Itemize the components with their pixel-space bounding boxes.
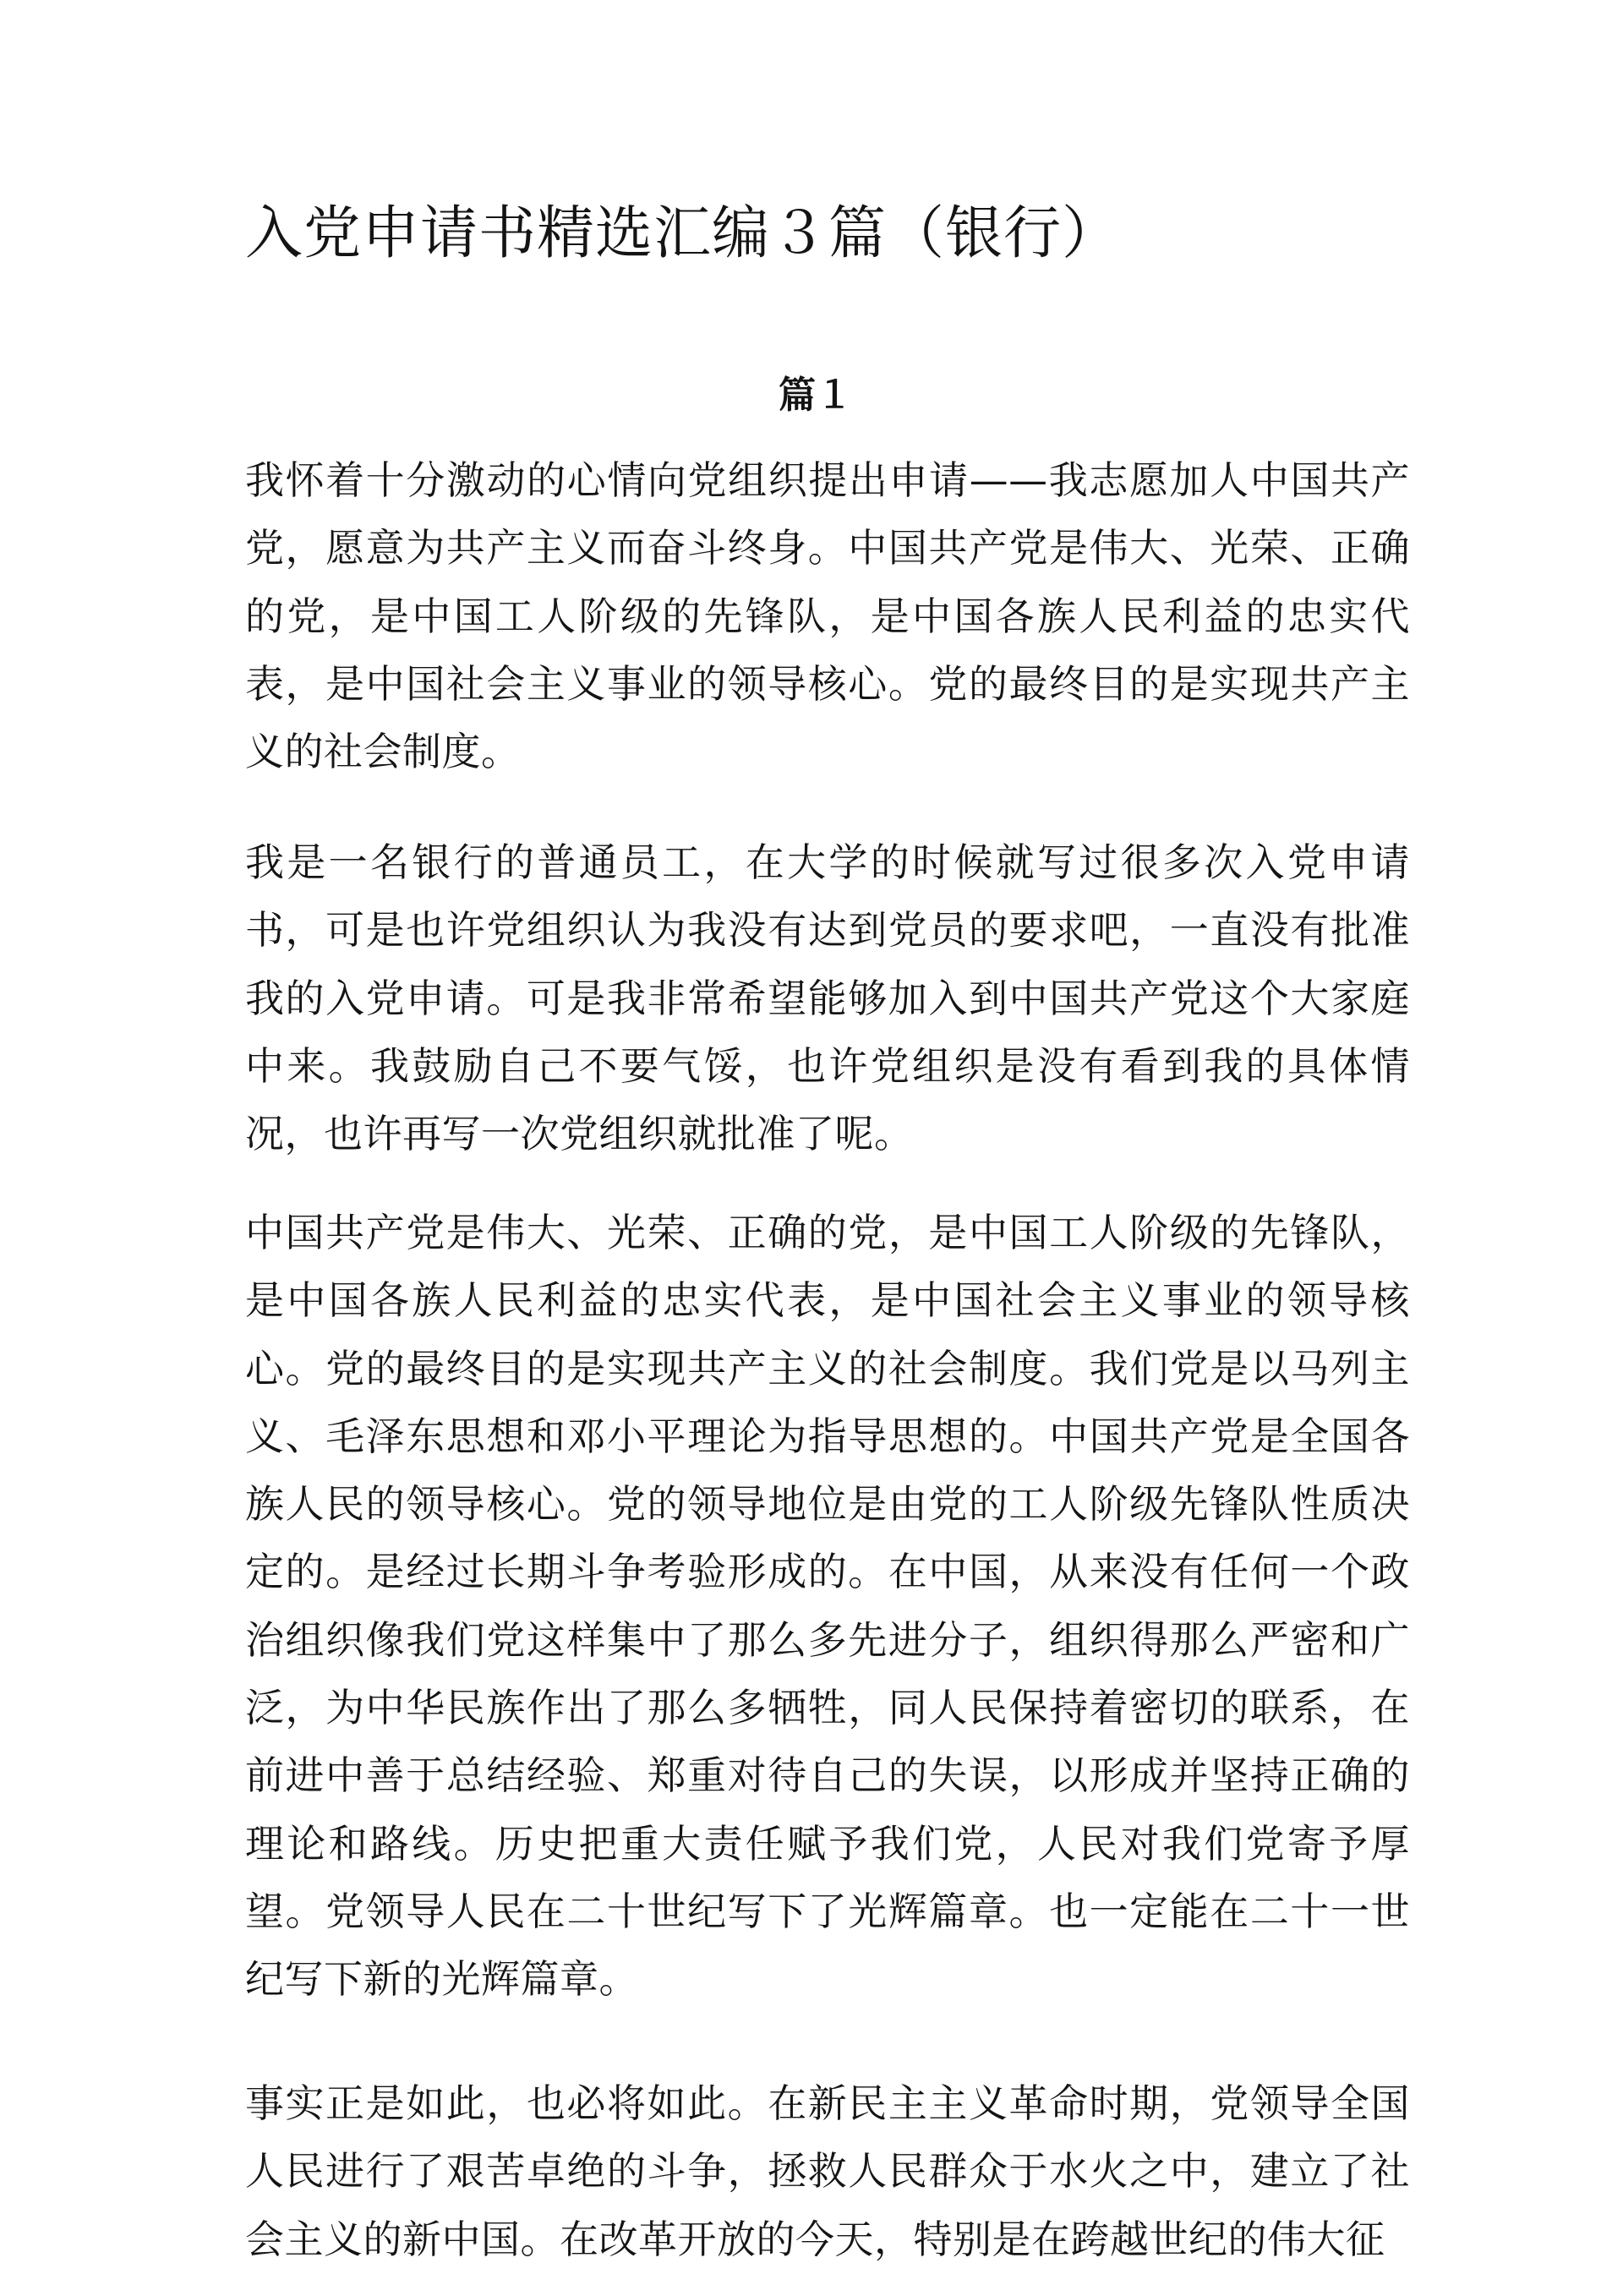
document-title: 入党申请书精选汇编３篇（银行） xyxy=(245,200,1121,267)
paragraph-3: 中国共产党是伟大、光荣、正确的党，是中国工人阶级的先锋队，是中国各族人民利益的忠实代表，是中国社会主义事业的领导核心。党的最终目的是实现共产主义的社会制度。我们党是以马列主义、毛泽东思想和邓小平理论为指导思想的。中国共产党是全国各族人民的领导核心。党的领导地位是由党的工人阶级先锋队性质决定的。是经过长期斗争考验形成的。在中国，从来没有任何一个政治组织像我们党这样集中了那么多先进分子，组织得那么严密和广泛，为中华民族作出了那么多牺牲，同人民保持着密切的联系，在前进中善于总结经验、郑重对待自己的失误，以形成并坚持正确的理论和路线。历史把重大责任赋予我们党，人民对我们党寄予厚望。党领导人民在二十世纪写下了光辉篇章。也一定能在二十一世纪写下新的光辉篇章。 xyxy=(245,1210,1410,2003)
paragraph-2: 我是一名银行的普通员工，在大学的时候就写过很多次入党申请书，可是也许党组织认为我没有达到党员的要求吧，一直没有批准我的入党申请。可是我非常希望能够加入到中国共产党这个大家庭中来。我鼓励自己不要气馁，也许党组织是没有看到我的具体情况，也许再写一次党组织就批准了呢。 xyxy=(245,839,1410,1157)
paragraph-4: 事实正是如此，也必将如此。在新民主主义革命时期，党领导全国人民进行了艰苦卓绝的斗争，拯救人民群众于水火之中，建立了社会主义的新中国。在改革开放的今天，特别是在跨越世纪的伟大征 xyxy=(245,2080,1410,2262)
paragraph-1: 我怀着十分激动的心情向党组织提出申请——我志愿加人中国共产党，愿意为共产主义而奋斗终身。中国共产党是伟大、光荣、正确的党，是中国工人阶级的先锋队，是中国各族人民利益的忠实代表，是中国社会主义事业的领导核心。党的最终目的是实现共产主义的社会制度。 xyxy=(245,457,1410,775)
section-heading: 篇１ xyxy=(779,374,853,417)
